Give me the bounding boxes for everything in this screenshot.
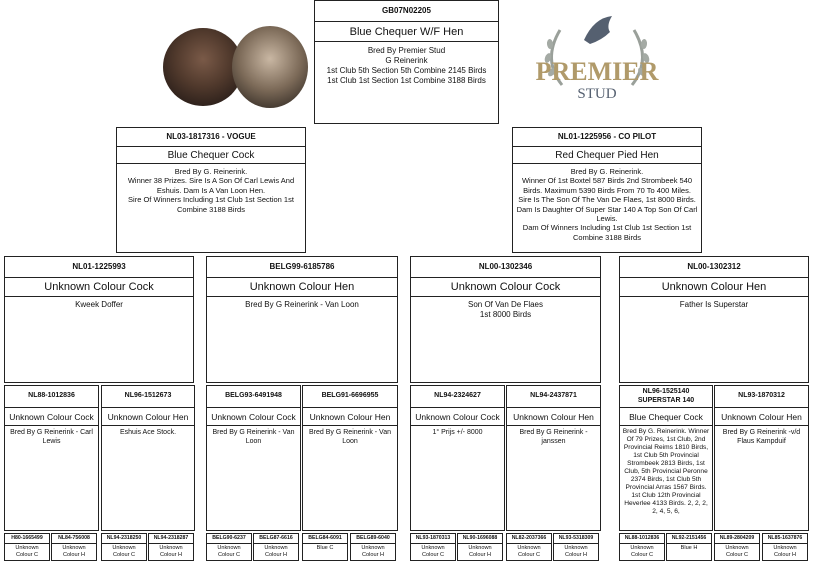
great-grandparent-ring: NL96-1525140 SUPERSTAR 140 bbox=[620, 386, 712, 408]
great-grandparent-box bbox=[619, 385, 713, 531]
grandparent-colour: Unknown Colour Cock bbox=[5, 278, 193, 297]
great-grandparent-info: Bred By G Reinerink - Van Loon bbox=[212, 429, 295, 445]
gen4-colour: Blue H bbox=[680, 545, 698, 551]
gen4-box bbox=[506, 533, 552, 561]
gen4-colour: Unknown Colour H bbox=[564, 545, 588, 558]
gen4-ring: NL88-1012836 bbox=[620, 534, 664, 544]
great-grandparent-box bbox=[506, 385, 601, 531]
premier-stud-logo bbox=[532, 10, 662, 115]
gen4-colour: Unknown Colour C bbox=[15, 545, 39, 558]
gen4-box bbox=[666, 533, 712, 561]
gen4-colour: Unknown Colour C bbox=[217, 545, 241, 558]
gen4-box bbox=[714, 533, 760, 561]
grandparent-colour: Unknown Colour Hen bbox=[620, 278, 808, 297]
gen4-colour: Unknown Colour H bbox=[468, 545, 492, 558]
gen4-colour: Unknown Colour H bbox=[62, 545, 86, 558]
subject-colour: Blue Chequer W/F Hen bbox=[315, 22, 498, 42]
great-grandparent-ring: NL93-1870312 bbox=[715, 386, 808, 408]
great-grandparent-colour: Unknown Colour Hen bbox=[102, 408, 194, 426]
gen4-ring: NL94-2318250 bbox=[102, 534, 146, 544]
logo-line2: STUD bbox=[577, 86, 617, 102]
great-grandparent-ring: NL94-2437871 bbox=[507, 386, 600, 408]
grandparent-info: Bred By G Reinerink - Van Loon bbox=[245, 300, 359, 309]
great-grandparent-colour: Unknown Colour Hen bbox=[715, 408, 808, 426]
gen4-colour: Unknown Colour H bbox=[773, 545, 797, 558]
great-grandparent-ring: BELG93-6491948 bbox=[207, 386, 300, 408]
gen4-ring: NL93-5318309 bbox=[554, 534, 598, 544]
breeder-photo-left bbox=[163, 28, 243, 106]
gen4-colour: Unknown Colour C bbox=[112, 545, 136, 558]
great-grandparent-info: Bred By G Reinerink - Carl Lewis bbox=[10, 429, 93, 445]
gen4-ring: BELG87-6616 bbox=[254, 534, 298, 544]
grandparent-colour: Unknown Colour Hen bbox=[207, 278, 397, 297]
gen4-ring: NL94-2318287 bbox=[149, 534, 193, 544]
great-grandparent-info: 1° Prijs +/- 8000 bbox=[432, 429, 483, 436]
gen4-box bbox=[4, 533, 50, 561]
grandparent-box bbox=[619, 256, 809, 383]
gen4-box bbox=[148, 533, 194, 561]
gen4-box bbox=[350, 533, 396, 561]
sire-ring: NL03-1817316 - VOGUE bbox=[117, 128, 305, 147]
grandparent-ring: NL00-1302312 bbox=[620, 257, 808, 278]
pigeon-icon bbox=[584, 16, 612, 44]
great-grandparent-box bbox=[714, 385, 809, 531]
dam-colour: Red Chequer Pied Hen bbox=[513, 147, 701, 164]
grandparent-ring: NL00-1302346 bbox=[411, 257, 600, 278]
gen4-box bbox=[302, 533, 348, 561]
gen4-box bbox=[553, 533, 599, 561]
gen4-colour: Unknown Colour C bbox=[421, 545, 445, 558]
gen4-colour: Unknown Colour C bbox=[517, 545, 541, 558]
great-grandparent-colour: Unknown Colour Hen bbox=[507, 408, 600, 426]
gen4-colour: Unknown Colour C bbox=[725, 545, 749, 558]
great-grandparent-info: Bred By G Reinerink -v/d Flaus Kampduif bbox=[722, 429, 801, 445]
gen4-ring: BELG90-6237 bbox=[207, 534, 251, 544]
great-grandparent-box bbox=[4, 385, 99, 531]
gen4-ring: NL89-2804209 bbox=[715, 534, 759, 544]
gen4-box bbox=[206, 533, 252, 561]
great-grandparent-ring: NL94-2324627 bbox=[411, 386, 504, 408]
great-grandparent-info: Bred By G Reinerink - Van Loon bbox=[309, 429, 391, 445]
gen4-ring: NL85-1637876 bbox=[763, 534, 807, 544]
gen4-ring: NL90-1696088 bbox=[458, 534, 502, 544]
gen4-colour: Unknown Colour H bbox=[264, 545, 288, 558]
great-grandparent-box bbox=[410, 385, 505, 531]
great-grandparent-box bbox=[206, 385, 301, 531]
grandparent-info: Father Is Superstar bbox=[679, 300, 749, 309]
gen4-box bbox=[619, 533, 665, 561]
great-grandparent-info: Bred By G. Reinerink. Winner Of 79 Prizes, 1st Club, 2nd Provincial Reims 1810 Birds, 1st Club 5th Provincial Strombeek 2813 Birds, 1st Club, 5th Provincial Peronne 2374 Birds, 1st Club 5th Provincial Arras 1567 Birds. 1st Club 12th Provincial Heverlee 4133 Birds. 2, 2, 2, 2, 4, 5, 6, bbox=[622, 428, 710, 516]
great-grandparent-ring: NL88-1012836 bbox=[5, 386, 98, 408]
gen4-box bbox=[410, 533, 456, 561]
grandparent-box bbox=[206, 256, 398, 383]
gen4-ring: H80-1665499 bbox=[5, 534, 49, 544]
grandparent-info: Son Of Van De Flaes 1st 8000 Birds bbox=[468, 300, 543, 319]
dam-ring: NL01-1225956 - CO PILOT bbox=[513, 128, 701, 147]
great-grandparent-colour: Unknown Colour Cock bbox=[411, 408, 504, 426]
great-grandparent-colour: Unknown Colour Cock bbox=[207, 408, 300, 426]
great-grandparent-box bbox=[101, 385, 195, 531]
grandparent-box bbox=[410, 256, 601, 383]
gen4-ring: NL82-2037366 bbox=[507, 534, 551, 544]
sire-colour: Blue Chequer Cock bbox=[117, 147, 305, 164]
grandparent-colour: Unknown Colour Cock bbox=[411, 278, 600, 297]
subject-info: Bred By Premier Stud G Reinerink 1st Club 5th Section 5th Combine 2145 Birds 1st Club 1st Section 1st Combine 3188 Birds bbox=[326, 46, 487, 85]
great-grandparent-box bbox=[302, 385, 398, 531]
great-grandparent-info: Bred By G Reinerink -janssen bbox=[519, 429, 588, 445]
gen4-colour: Blue C bbox=[316, 545, 334, 551]
grandparent-ring: NL01-1225993 bbox=[5, 257, 193, 278]
logo-line1: PREMIER bbox=[535, 57, 659, 86]
gen4-box bbox=[101, 533, 147, 561]
gen4-ring: NL92-2151456 bbox=[667, 534, 711, 544]
gen4-ring: NL93-1870313 bbox=[411, 534, 455, 544]
gen4-box bbox=[762, 533, 808, 561]
gen4-colour: Unknown Colour H bbox=[159, 545, 183, 558]
sire-box bbox=[116, 127, 306, 253]
grandparent-box bbox=[4, 256, 194, 383]
gen4-box bbox=[51, 533, 97, 561]
breeder-photo-right bbox=[232, 26, 308, 108]
gen4-ring: NL84-756008 bbox=[52, 534, 96, 544]
great-grandparent-colour: Unknown Colour Cock bbox=[5, 408, 98, 426]
grandparent-info: Kweek Doffer bbox=[75, 300, 123, 309]
subject-ring: GB07N02205 bbox=[315, 1, 498, 22]
gen4-ring: BELG84-6091 bbox=[303, 534, 347, 544]
dam-box bbox=[512, 127, 702, 253]
great-grandparent-colour: Unknown Colour Hen bbox=[303, 408, 397, 426]
gen4-colour: Unknown Colour H bbox=[361, 545, 385, 558]
gen4-box bbox=[457, 533, 503, 561]
sire-info: Bred By G. Reinerink. Winner 38 Prizes. Sire Is A Son Of Carl Lewis And Eshuis. Dam Is A Van Loon Hen. Sire Of Winners Including 1st Club 1st Section 1st Combine 3188 Birds bbox=[127, 167, 295, 214]
great-grandparent-colour: Blue Chequer Cock bbox=[620, 408, 712, 426]
gen4-box bbox=[253, 533, 299, 561]
gen4-ring: BELG89-6040 bbox=[351, 534, 395, 544]
great-grandparent-ring: NL96-1512673 bbox=[102, 386, 194, 408]
dam-info: Bred By G. Reinerink. Winner Of 1st Boxtel 587 Birds 2nd Strombeek 540 Birds. Maximum 5390 Birds From 70 To 400 Miles. Sire Is The Son Of The Van De Flaes, 1st 8000 Birds. Dam Is Daughter Of Super Star 140 A Top Son Of Carl Lewis. Dam Of Winners Including 1st Club 1st Section 1st Combine 3188 Birds bbox=[516, 167, 698, 242]
grandparent-ring: BELG99-6185786 bbox=[207, 257, 397, 278]
gen4-colour: Unknown Colour C bbox=[630, 545, 654, 558]
great-grandparent-ring: BELG91-6696955 bbox=[303, 386, 397, 408]
great-grandparent-info: Eshuis Ace Stock. bbox=[119, 429, 177, 436]
subject-box bbox=[314, 0, 499, 124]
